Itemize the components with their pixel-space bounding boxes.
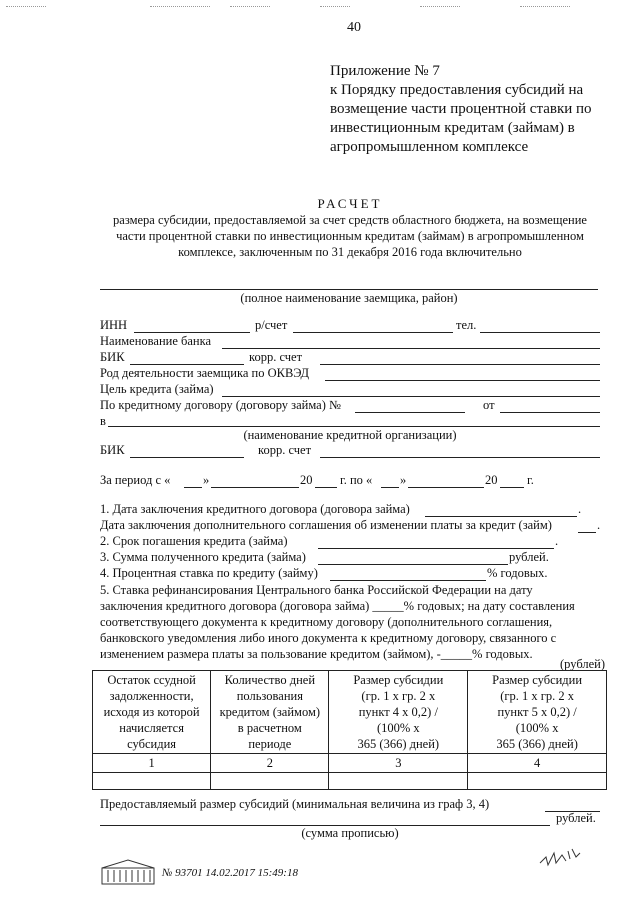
scan-artifact xyxy=(520,6,570,7)
from-label: от xyxy=(483,398,495,412)
period-start-day-field[interactable] xyxy=(184,487,202,488)
heading-subtitle xyxy=(0,212,640,260)
contract-label: По кредитному договору (договору займа) № xyxy=(100,398,341,412)
scan-artifact xyxy=(420,6,460,7)
contract-number-field[interactable] xyxy=(355,412,465,413)
item3-end: рублей. xyxy=(509,550,549,564)
period-year-prefix: 20 xyxy=(485,473,498,487)
item5-line: соответствующего документа к кредитному договору (дополнительного соглашения, xyxy=(100,615,553,629)
item5-block xyxy=(100,582,575,662)
subsidy-table xyxy=(92,670,607,790)
period-label: За период с « xyxy=(100,473,171,487)
column-number: 4 xyxy=(468,754,607,773)
heading-line: размера субсидии, предоставляемой за счет средств областного бюджета, на возмещение xyxy=(113,213,587,227)
header-cell-3: Размер субсидии (гр. 1 х гр. 2 х пункт 4 х 0,2) / (100% х 365 (366) дней) xyxy=(329,671,468,754)
item3-field[interactable] xyxy=(318,564,508,565)
header-cell-2: Количество дней пользования кредитом (займом) в расчетном периоде xyxy=(211,671,329,754)
inn-field[interactable] xyxy=(134,332,250,333)
table-row xyxy=(93,773,607,790)
period-end-label: г. xyxy=(527,473,534,487)
item1b-dot: . xyxy=(597,518,601,532)
item1-label: 1. Дата заключения кредитного договора (договора займа) xyxy=(100,502,410,516)
item4-label: 4. Процентная ставка по кредиту (займу) xyxy=(100,566,318,580)
doc-registration-number: № 93701 14.02.2017 15:49:18 xyxy=(162,867,298,879)
contract-date-field[interactable] xyxy=(500,412,600,413)
column-number: 3 xyxy=(329,754,468,773)
appendix-line: возмещение части процентной ставки по xyxy=(330,101,592,117)
in-label: в xyxy=(100,414,106,428)
appendix-block xyxy=(330,62,592,157)
inn-label: ИНН xyxy=(100,318,128,332)
building-stamp-icon xyxy=(100,858,156,886)
loan-purpose-label: Цель кредита (займа) xyxy=(100,382,214,396)
bik-label: БИК xyxy=(100,350,125,364)
appendix-line: агропромышленном комплексе xyxy=(330,139,529,155)
period-quote: » xyxy=(203,473,210,487)
table-cell[interactable] xyxy=(93,773,211,790)
table-cell[interactable] xyxy=(468,773,607,790)
item5-line: заключения кредитного договора (договора займа) _____% годовых; на дату составления xyxy=(100,599,575,613)
phone-label: тел. xyxy=(456,318,477,332)
item4-field[interactable] xyxy=(330,580,486,581)
item1b-label: Дата заключения дополнительного соглашения об изменении платы за кредит (займ) xyxy=(100,518,552,532)
bik-field[interactable] xyxy=(130,364,244,365)
scan-artifact xyxy=(230,6,270,7)
item5-line: 5. Ставка рефинансирования Центрального банка Российской Федерации на дату xyxy=(100,583,533,597)
item1b-field[interactable] xyxy=(578,532,596,533)
loan-purpose-field[interactable] xyxy=(222,396,600,397)
scan-artifact xyxy=(320,6,350,7)
header-cell-1: Остаток ссудной задолженности, исходя из которой начисляется субсидия xyxy=(93,671,211,754)
bik2-field[interactable] xyxy=(130,457,244,458)
credit-org-caption: (наименование кредитной организации) xyxy=(243,428,457,442)
item2-label: 2. Срок погашения кредита (займа) xyxy=(100,534,288,548)
account-field[interactable] xyxy=(293,332,453,333)
period-start-year-field[interactable] xyxy=(315,487,337,488)
credit-org-field[interactable] xyxy=(108,426,600,427)
page-number: 40 xyxy=(347,20,361,35)
okved-field[interactable] xyxy=(325,380,600,381)
account-label: р/счет xyxy=(255,318,288,332)
item1-field[interactable] xyxy=(425,516,577,517)
bank-name-label: Наименование банка xyxy=(100,334,212,348)
summary-label: Предоставляемый размер субсидий (минимальная величина из граф 3, 4) xyxy=(100,797,490,811)
item5-line: изменением размера платы за пользование кредитом (займом), -_____% годовых. xyxy=(100,647,533,661)
period-end-day-field[interactable] xyxy=(381,487,399,488)
appendix-line: инвестиционным кредитам (займам) в xyxy=(330,120,575,136)
period-start-month-field[interactable] xyxy=(211,487,299,488)
rubles-note: (рублей) xyxy=(560,657,606,671)
corr-account2-field[interactable] xyxy=(320,457,600,458)
bank-name-field[interactable] xyxy=(222,348,600,349)
table-cell[interactable] xyxy=(329,773,468,790)
scan-artifact xyxy=(6,6,46,7)
signature-mark xyxy=(538,845,582,871)
item3-label: 3. Сумма полученного кредита (займа) xyxy=(100,550,306,564)
item2-field[interactable] xyxy=(318,548,554,549)
period-end-month-field[interactable] xyxy=(408,487,484,488)
header-cell-4: Размер субсидии (гр. 1 х гр. 2 х пункт 5 х 0,2) / (100% х 365 (366) дней) xyxy=(468,671,607,754)
table-header-row xyxy=(93,671,607,754)
borrower-caption: (полное наименование заемщика, район) xyxy=(240,291,458,305)
appendix-title: Приложение № 7 xyxy=(330,63,440,79)
item5-line: банковского уведомления либо иного документа к кредитному договору, связанного с xyxy=(100,631,557,645)
period-end-year-field[interactable] xyxy=(500,487,524,488)
heading-line: комплексе, заключенным по 31 декабря 2016 года включительно xyxy=(178,245,522,259)
period-mid-label: г. по « xyxy=(340,473,373,487)
period-year-prefix: 20 xyxy=(300,473,313,487)
item2-dot: . xyxy=(555,534,559,548)
table-number-row xyxy=(93,754,607,773)
summary-rubles: рублей. xyxy=(556,811,596,825)
corr-account2-label: корр. счет xyxy=(258,443,312,457)
bik2-label: БИК xyxy=(100,443,125,457)
borrower-name-field[interactable] xyxy=(100,289,598,290)
period-quote: » xyxy=(400,473,407,487)
scan-artifact xyxy=(150,6,210,7)
column-number: 1 xyxy=(93,754,211,773)
document-title: РАСЧЕТ xyxy=(317,196,383,211)
corr-account-field[interactable] xyxy=(320,364,600,365)
appendix-line: к Порядку предоставления субсидий на xyxy=(330,82,584,98)
corr-account-label: корр. счет xyxy=(249,350,303,364)
phone-field[interactable] xyxy=(480,332,600,333)
heading-line: части процентной ставки по инвестиционным кредитам (займам) в агропромышленном xyxy=(116,229,584,243)
item4-end: % годовых. xyxy=(487,566,548,580)
column-number: 2 xyxy=(211,754,329,773)
item1-dot: . xyxy=(578,502,582,516)
table-cell[interactable] xyxy=(211,773,329,790)
okved-label: Род деятельности заемщика по ОКВЭД xyxy=(100,366,310,380)
summary-caption: (сумма прописью) xyxy=(301,826,399,840)
